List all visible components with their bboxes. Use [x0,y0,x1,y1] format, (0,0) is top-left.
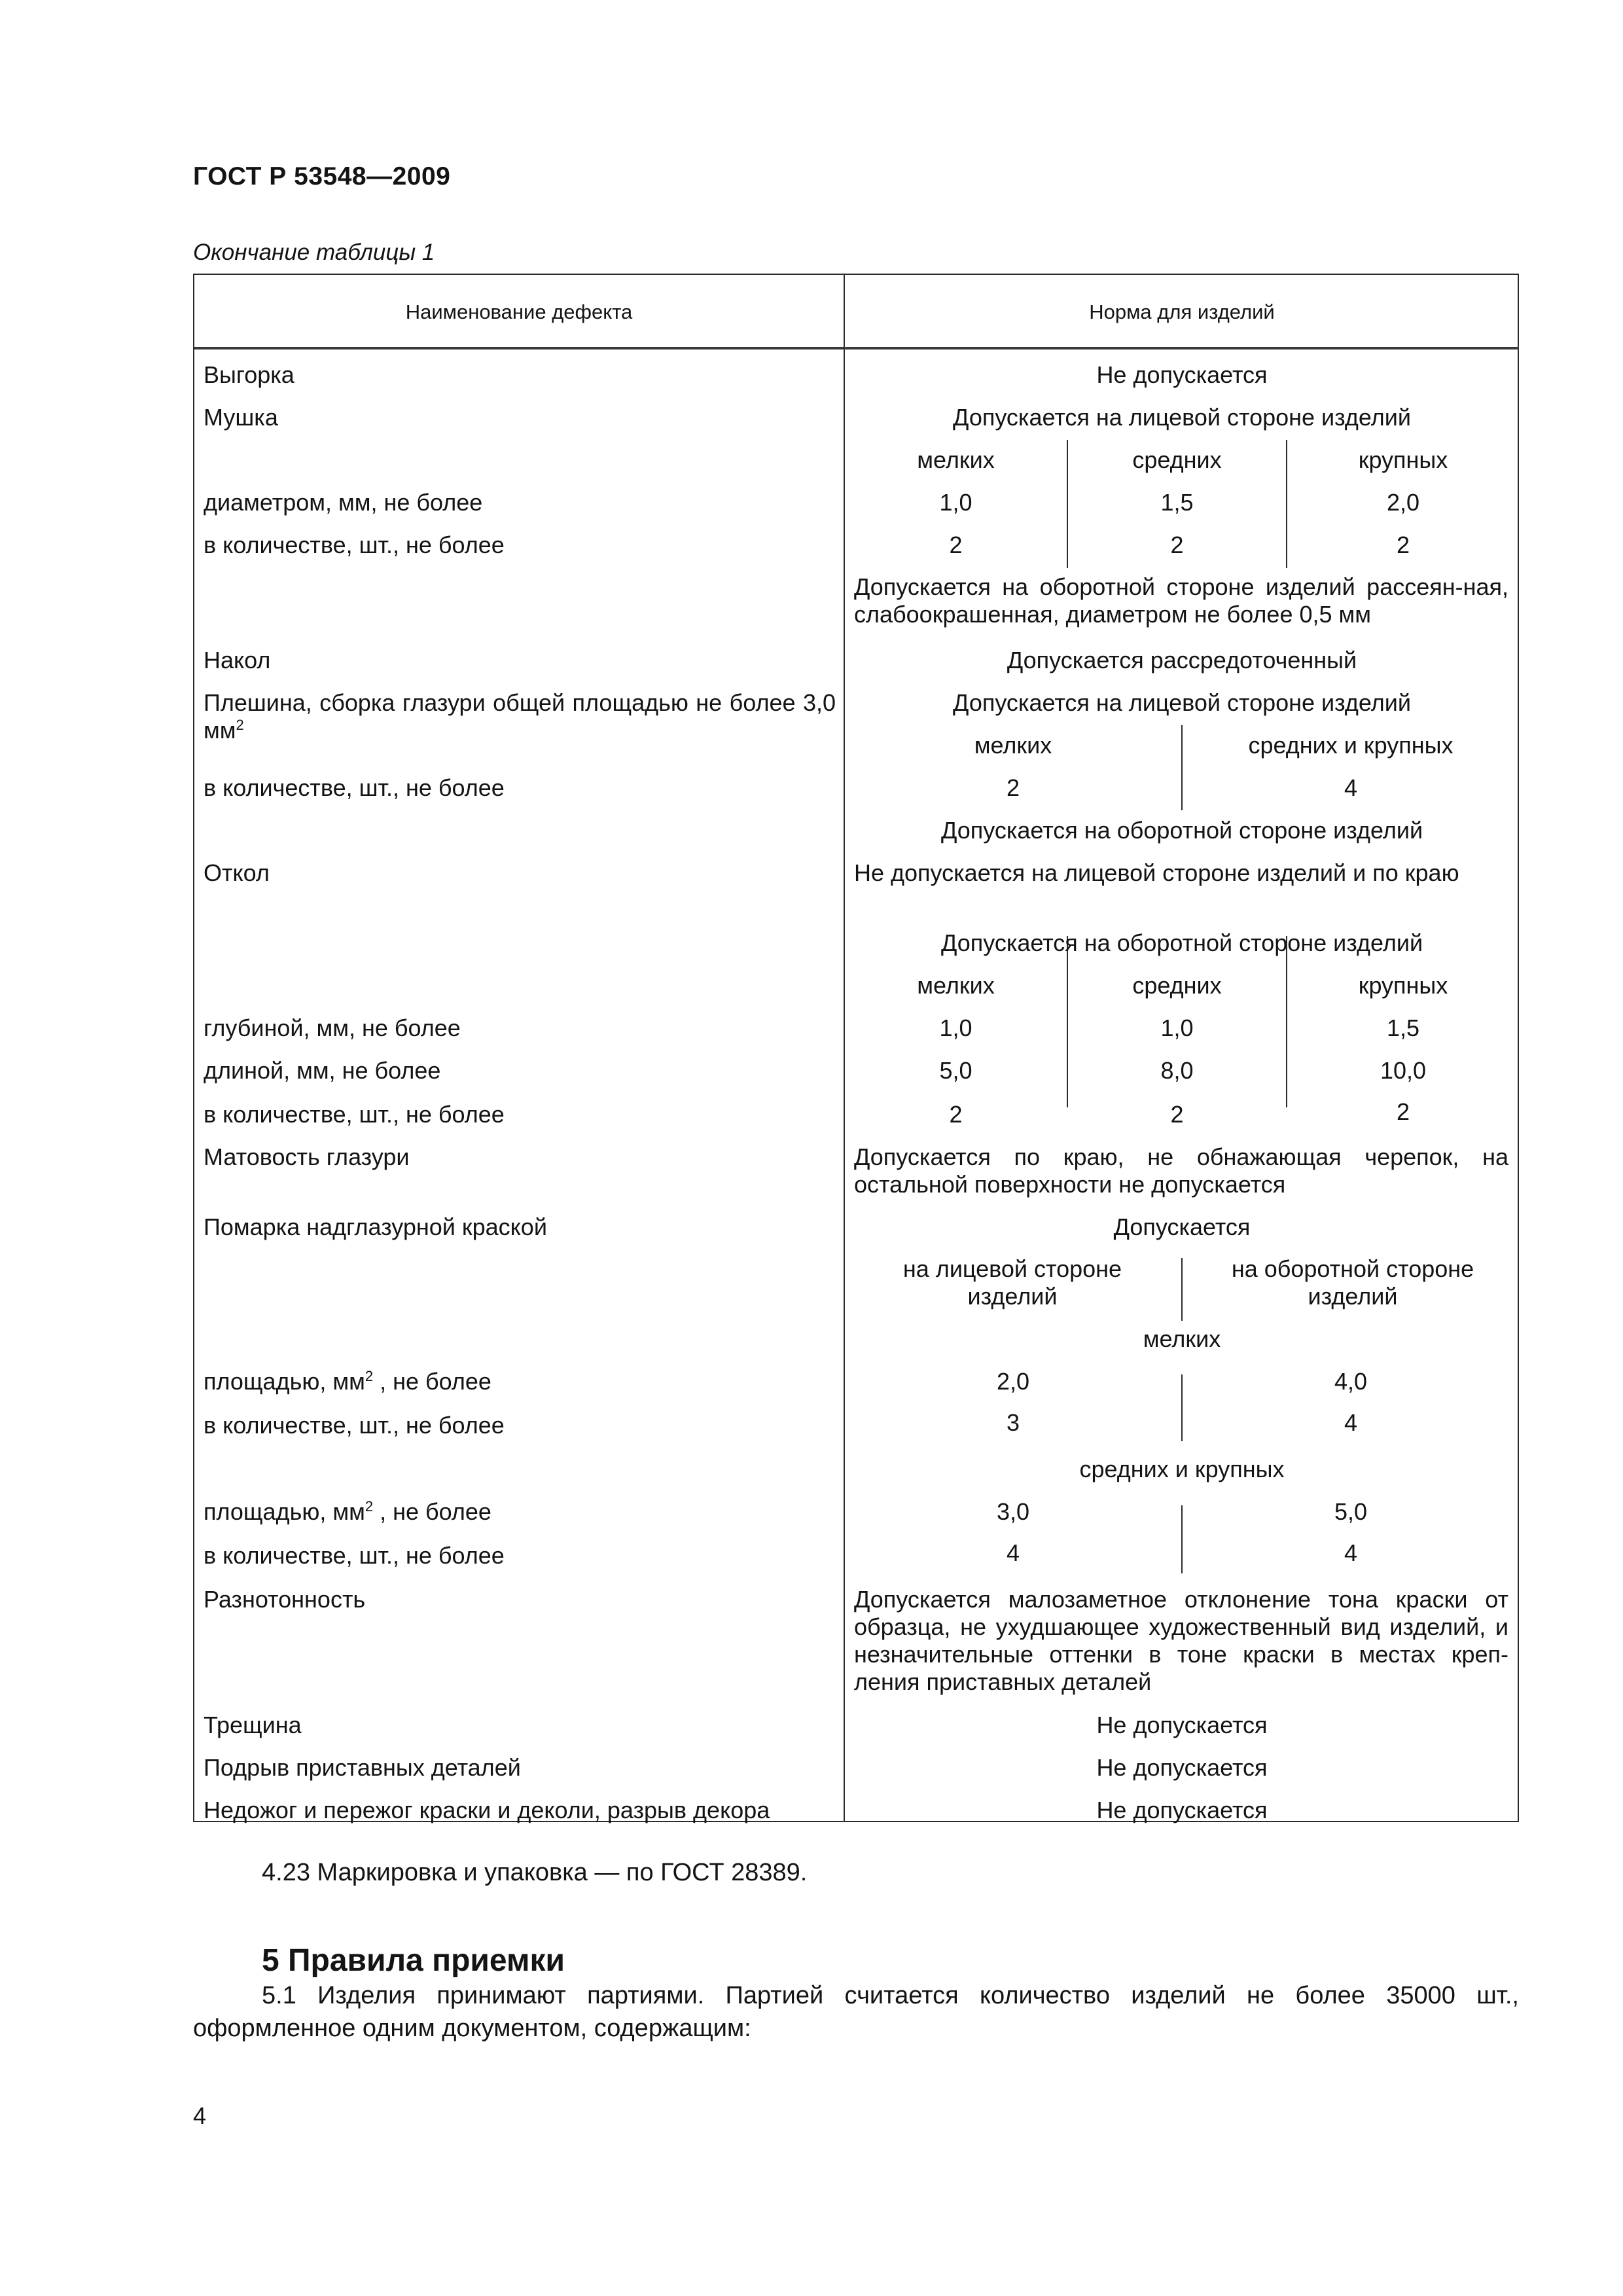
value-cell: 2,0 [996,1368,1030,1395]
param-label-text: площадью, мм [204,1368,365,1395]
value-cell: 3 [1006,1409,1020,1436]
size-large: крупных [1358,446,1448,473]
document-header: ГОСТ Р 53548—2009 [193,162,451,190]
size-small: мелких [974,732,1052,759]
param-label-tail: , не более [373,1368,491,1395]
defect-name: Трещина [204,1712,302,1738]
value-cell: 2 [1396,531,1410,558]
size-small: мелких [1143,1325,1221,1352]
value-cell: 2 [949,1101,963,1128]
defect-norm: Допускается по краю, не обнажающая черепок, на остальной поверхности не допускается [854,1143,1508,1198]
size-medium-large: средних и крупных [1079,1456,1285,1482]
size-large: крупных [1358,972,1448,999]
defect-name: Недожог и пережог краски и деколи, разрыв декора [204,1797,770,1823]
value-cell: 2 [1006,774,1020,801]
param-label: глубиной, мм, не более [204,1014,461,1041]
defect-norm: Допускается на лицевой стороне изделий [953,404,1411,431]
param-label: диаметром, мм, не более [204,489,483,516]
param-label: в количестве, шт., не более [204,531,505,558]
defect-norm: Не допускается [1096,361,1268,388]
superscript: 2 [365,1368,374,1384]
size-medium: средних [1132,972,1222,999]
value-cell: 4,0 [1334,1368,1368,1395]
param-label: в количестве, шт., не более [204,1101,505,1128]
param-label [204,1498,491,1526]
param-label: в количестве, шт., не более [204,1412,505,1439]
header-divider [194,347,1519,350]
page-number: 4 [193,2102,207,2129]
value-cell: 5,0 [1334,1498,1368,1525]
defect-norm-front: Не допускается на лицевой стороне изделий и по краю [854,859,1459,886]
value-cell: 2 [1170,531,1184,558]
defect-norm-back: Допускается на оборотной стороне изделий рассеян-ная, слабоокрашенная, диаметром не более 0,5 мм [854,573,1508,628]
value-cell: 2 [1170,1101,1184,1128]
value-cell: 1,5 [1160,489,1194,516]
defect-name: Откол [204,859,270,886]
size-small: мелких [917,446,995,473]
param-label-tail: , не более [373,1498,491,1525]
param-label: в количестве, шт., не более [204,774,505,801]
value-cell: 8,0 [1160,1057,1194,1084]
param-label [204,1368,491,1395]
column-header-defect: Наименование дефекта [405,300,633,323]
value-cell: 1,5 [1386,1014,1420,1041]
value-cell: 3,0 [996,1498,1030,1525]
value-cell: 10,0 [1380,1057,1427,1084]
value-cell: 4 [1344,1539,1358,1566]
value-cell: 2 [1396,1098,1410,1125]
value-cell: 1,0 [939,1014,972,1041]
defect-name: Выгорка [204,361,294,388]
defect-norm: Не допускается [1096,1797,1268,1823]
param-label: длиной, мм, не более [204,1057,441,1084]
param-label: в количестве, шт., не более [204,1542,505,1569]
size-medium-large: средних и крупных [1248,732,1454,759]
defect-norm-back: Допускается на оборотной стороне изделий [940,817,1423,844]
defect-name: Помарка надглазурной краской [204,1213,547,1240]
defect-name: Подрыв приставных деталей [204,1754,521,1781]
table-caption: Окончание таблицы 1 [193,240,435,265]
subcol-divider [1181,1258,1183,1321]
side-front: на лицевой стороне изделий [902,1255,1122,1310]
superscript: 2 [365,1498,374,1515]
defect-norm: Допускается рассредоточенный [1007,647,1357,673]
paragraph-5-1: 5.1 Изделия принимают партиями. Партией считается количество изделий не более 35000 шт., оформленное одним документом, содержащим: [193,1982,1519,2042]
defect-norm-back: Допускается на оборотной стороне изделий [940,929,1423,956]
value-cell: 4 [1344,1409,1358,1436]
side-back: на оборотной стороне изделий [1231,1255,1474,1310]
section-heading: 5 Правила приемки [262,1943,565,1978]
defect-norm: Не допускается [1096,1712,1268,1738]
defect-norm: Допускается на лицевой стороне изделий [953,689,1411,716]
defect-norm: Не допускается [1096,1754,1268,1781]
value-cell: 4 [1006,1539,1020,1566]
defects-table [193,274,1519,1822]
defect-norm: Допускается малозаметное отклонение тона краски от образца, не ухудшающее художественный вид изделий, и незначительные оттенки в тоне краски в местах креп-ления приставных деталей [854,1586,1508,1695]
value-cell: 1,0 [1160,1014,1194,1041]
value-cell: 4 [1344,774,1358,801]
param-label-text: площадью, мм [204,1498,365,1525]
size-small: мелких [917,972,995,999]
defect-name: Накол [204,647,271,673]
paragraph-4-23: 4.23 Маркировка и упаковка — по ГОСТ 28389. [262,1859,808,1886]
size-medium: средних [1132,446,1222,473]
defect-name: Разнотонность [204,1586,366,1613]
defect-name: Матовость глазури [204,1143,410,1170]
defect-name: Мушка [204,404,278,431]
value-cell: 2 [949,531,963,558]
column-header-norm: Норма для изделий [1089,300,1275,323]
defect-name-text: Плешина, сборка глазури общей площадью не более 3,0 мм [204,689,836,744]
defect-norm: Допускается [1113,1213,1251,1240]
value-cell: 2,0 [1386,489,1420,516]
value-cell: 5,0 [939,1057,972,1084]
superscript: 2 [236,717,244,733]
defect-name [204,689,836,744]
value-cell: 1,0 [939,489,972,516]
